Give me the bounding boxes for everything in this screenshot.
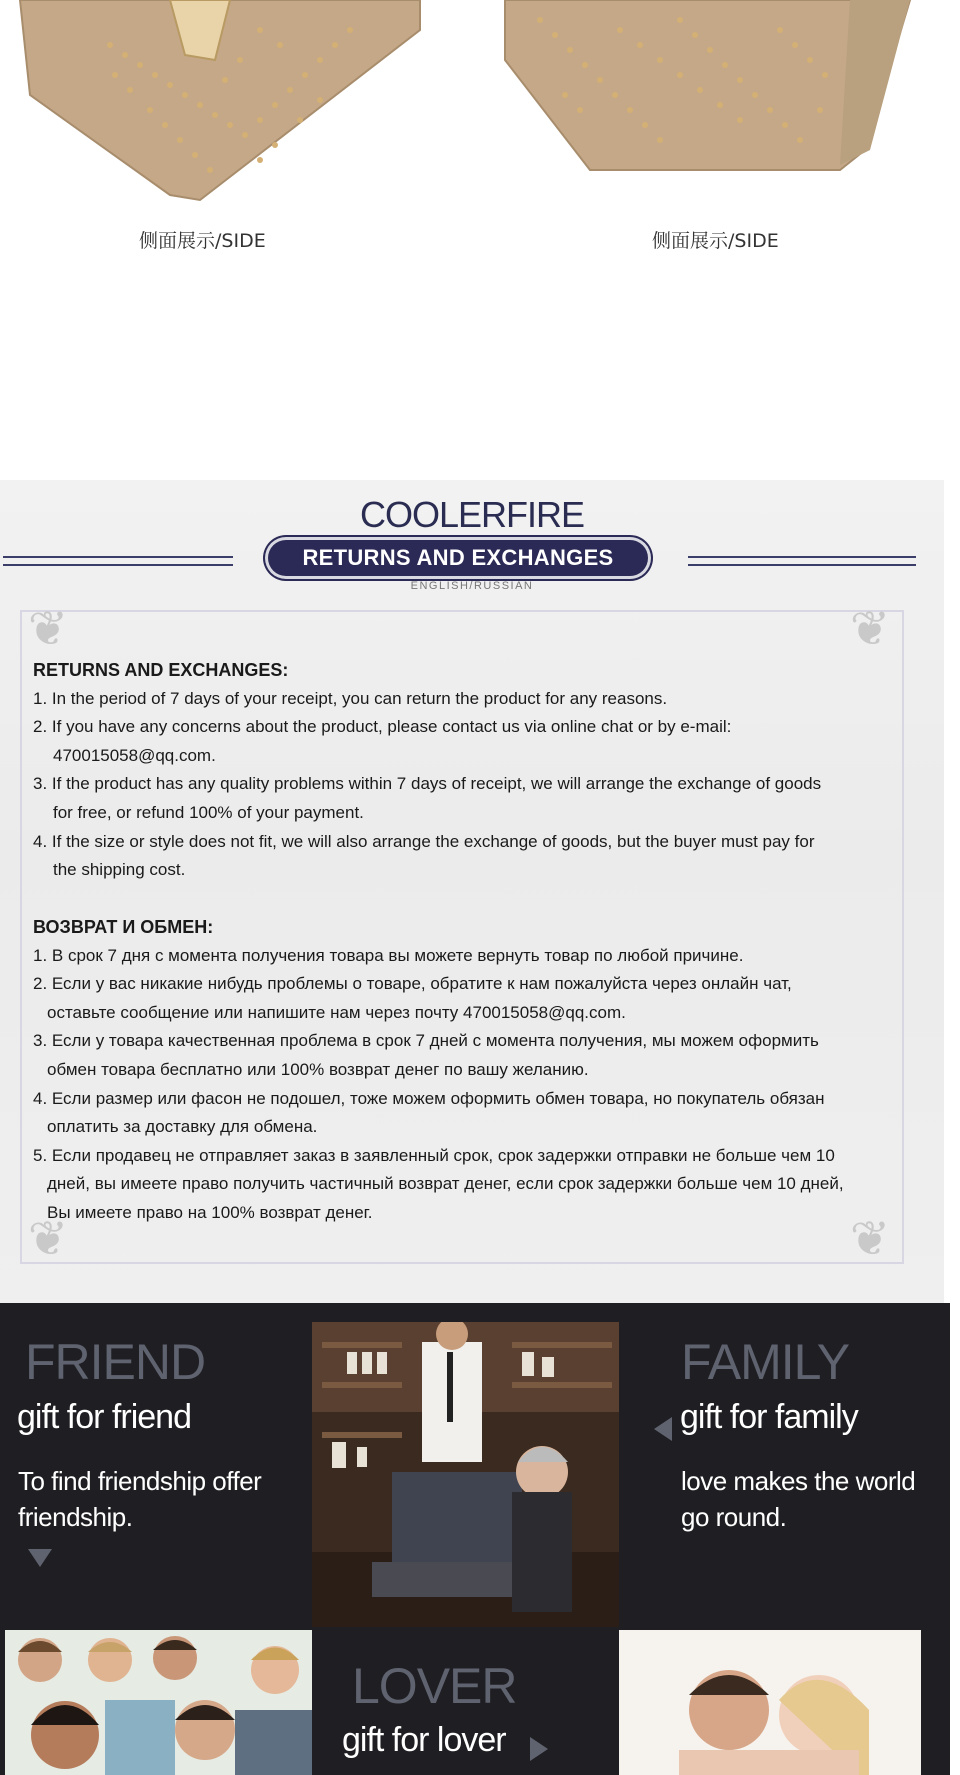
family-description-line: love makes the world	[681, 1466, 916, 1496]
english-line: the shipping cost.	[53, 860, 186, 880]
friend-subtitle: gift for friend	[17, 1398, 191, 1436]
english-line: 3. If the product has any quality problems within 7 days of receipt, we will arrange the exchange of goods	[33, 774, 822, 794]
language-subtitle: ENGLISH/RUSSIAN	[410, 580, 534, 592]
banner-rule-right	[688, 556, 916, 566]
russian-line: 2. Если у вас никакие нибудь проблемы о товаре, обратите к нам пожалуйста через онлайн чат,	[33, 974, 792, 994]
english-heading: RETURNS AND EXCHANGES:	[33, 660, 289, 680]
policy-russian	[33, 913, 913, 1228]
family-description-line: go round.	[681, 1502, 787, 1532]
english-line: 2. If you have any concerns about the product, please contact us via online chat or by e-mail:	[33, 717, 732, 737]
corner-ornament-icon: ❦	[849, 1213, 891, 1266]
lover-subtitle: gift for lover	[342, 1721, 506, 1759]
russian-line: 1. В срок 7 дня с момента получения товара вы можете вернуть товар по любой причине.	[33, 945, 744, 965]
lover-title: LOVER	[352, 1658, 517, 1714]
banner-rule-left	[3, 556, 233, 566]
product-photo-side-right	[480, 0, 960, 205]
russian-line: 4. Если размер или фасон не подошел, тоже можем оформить обмен товара, но покупатель обязан	[33, 1088, 825, 1108]
side-caption-left: 侧面展示/SIDE	[139, 230, 266, 252]
russian-line: 3. Если у товара качественная проблема в срок 7 дней с момента получения, мы можем оформить	[33, 1031, 819, 1051]
returns-and-exchanges-panel	[0, 480, 944, 1303]
corner-ornament-icon: ❦	[27, 603, 69, 656]
friend-description	[18, 1463, 261, 1535]
friend-title: FRIEND	[25, 1334, 206, 1390]
gift-section	[0, 1303, 950, 1775]
english-line: 1. In the period of 7 days of your receipt, you can return the product for any reasons.	[33, 688, 668, 708]
returns-banner: RETURNS AND EXCHANGES	[268, 540, 648, 576]
friends-group-photo	[5, 1630, 312, 1775]
arrow-right-icon	[530, 1737, 550, 1761]
policy-english	[33, 656, 913, 885]
russian-line: оставьте сообщение или напишите нам через почту 470015058@qq.com.	[47, 1002, 626, 1022]
side-caption-right: 侧面展示/SIDE	[652, 230, 779, 252]
brand-title: COOLERFIRE	[359, 494, 585, 535]
corner-ornament-icon: ❦	[27, 1213, 69, 1266]
english-line: 470015058@qq.com.	[53, 745, 216, 765]
russian-heading: ВОЗВРАТ И ОБМЕН:	[33, 917, 214, 937]
russian-line: Вы имеете право на 100% возврат денег.	[47, 1202, 373, 1222]
russian-line: 5. Если продавец не отправляет заказ в заявленный срок, срок задержки отправки не больше чем 10	[33, 1145, 835, 1165]
russian-line: оплатить за доставку для обмена.	[47, 1117, 318, 1137]
english-line: for free, or refund 100% of your payment.	[53, 802, 364, 822]
family-title: FAMILY	[681, 1334, 850, 1390]
friend-description-line: To find friendship offer	[18, 1466, 262, 1496]
family-subtitle: gift for family	[680, 1398, 858, 1436]
product-photo-side-left	[0, 0, 450, 205]
arrow-down-icon	[28, 1549, 52, 1569]
russian-line: обмен товара бесплатно или 100% возврат денег по вашу желанию.	[47, 1059, 589, 1079]
russian-line: дней, вы имеете право получить частичный возврат денег, если срок задержки больше чем 10 дней,	[47, 1174, 844, 1194]
english-line: 4. If the size or style does not fit, we will also arrange the exchange of goods, but the buyer must pay for	[33, 831, 815, 851]
arrow-left-icon	[652, 1417, 672, 1441]
friend-description-line: friendship.	[18, 1502, 133, 1532]
barber-photo	[312, 1322, 619, 1627]
corner-ornament-icon: ❦	[849, 603, 891, 656]
couple-photo	[619, 1630, 921, 1775]
family-description	[681, 1463, 915, 1535]
